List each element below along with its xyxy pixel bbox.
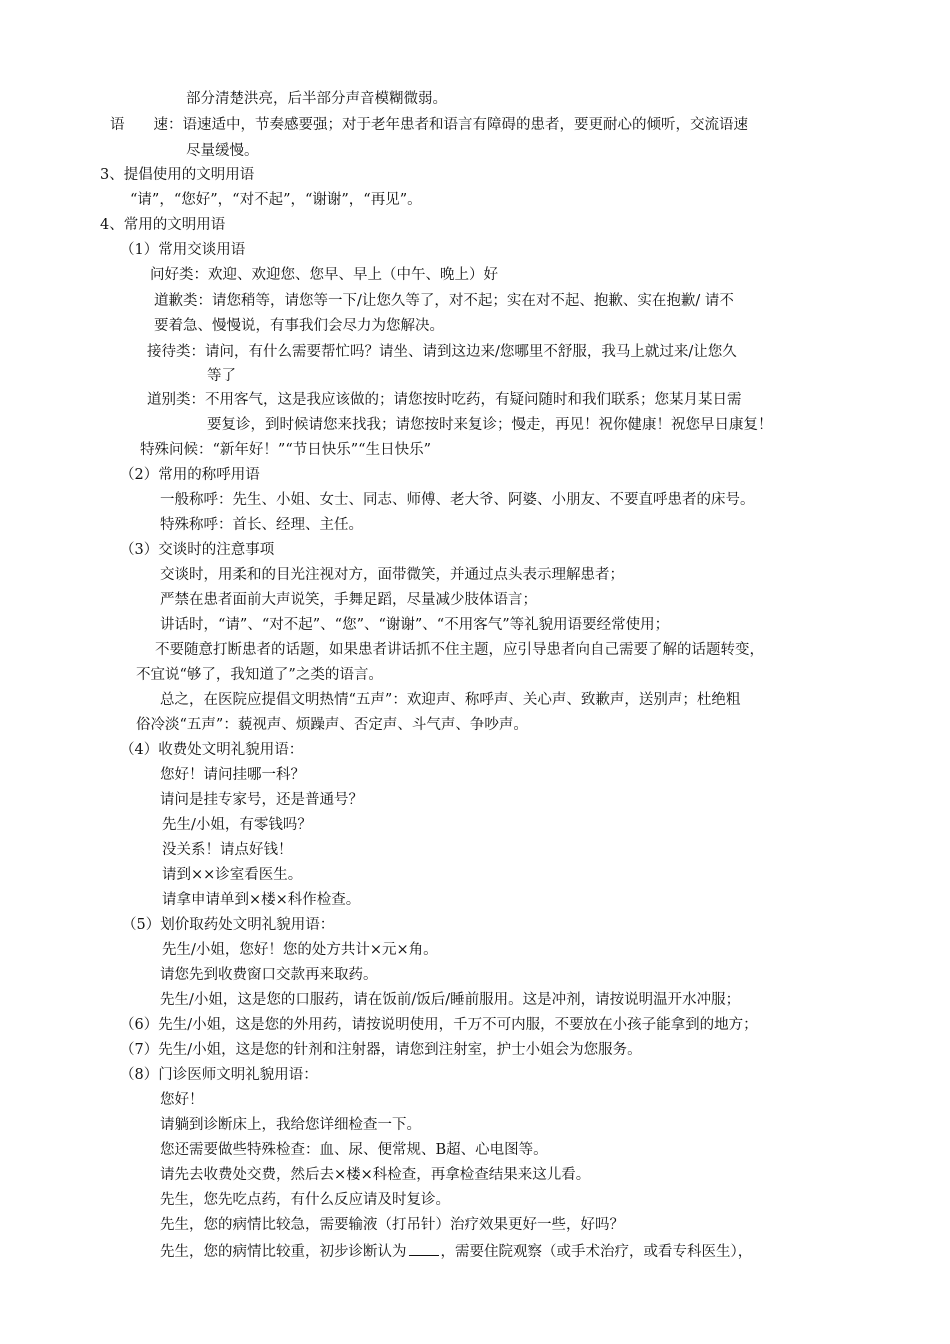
text-line: 请问是挂专家号，还是普通号？ — [160, 792, 363, 808]
text-line: 请您先到收费窗口交款再来取药。 — [160, 967, 378, 983]
text-segment: ，需要住院观察（或手术治疗，或看专科医生）， — [440, 1244, 753, 1260]
text-line: 请到××诊室看医生。 — [162, 867, 303, 883]
text-line: 接待类：请问，有什么需要帮忙吗？请坐、请到这边来/您哪里不舒服，我马上就过来/让您久 — [147, 344, 737, 360]
text-line: 特殊问候：“新年好！”“节日快乐”“生日快乐” — [140, 442, 431, 458]
text-line: 先生，您的病情比较急，需要输液（打吊针）治疗效果更好一些，好吗？ — [160, 1217, 624, 1233]
subsection-heading: （5）划价取药处文明礼貌用语： — [122, 917, 335, 933]
text-line: （6）先生/小姐，这是您的外用药，请按说明使用，千万不可内服，不要放在小孩子能拿到的地方； — [120, 1017, 758, 1033]
text-line: 没关系！请点好钱！ — [162, 842, 293, 858]
text-line: 先生/小姐，您好！您的处方共计×元×角。 — [162, 942, 438, 958]
text-line: 俗冷淡“五声”：藐视声、烦躁声、否定声、斗气声、争吵声。 — [136, 717, 528, 733]
text-line: 请拿申请单到×楼×科作检查。 — [162, 892, 361, 908]
text-line: 先生/小姐，这是您的口服药，请在饭前/饭后/睡前服用。这是冲剂，请按说明温开水冲服； — [160, 992, 741, 1008]
subsection-heading: （1）常用交谈用语 — [120, 242, 246, 258]
text-line: 总之，在医院应提倡文明热情“五声”：欢迎声、称呼声、关心声、致歉声，送别声；杜绝粗 — [160, 692, 741, 708]
text-line: 尽量缓慢。 — [186, 143, 259, 159]
subsection-heading: （4）收费处文明礼貌用语： — [120, 742, 304, 758]
text-line: 部分清楚洪亮，后半部分声音模糊微弱。 — [186, 91, 447, 107]
text-line: 不宜说“够了，我知道了”之类的语言。 — [136, 667, 383, 683]
text-line: 先生/小姐，有零钱吗？ — [162, 817, 312, 833]
text-line — [160, 1241, 752, 1261]
text-line: 先生，您先吃点药，有什么反应请及时复诊。 — [160, 1192, 450, 1208]
text-line: 道别类：不用客气，这是我应该做的；请您按时吃药，有疑问随时和我们联系；您某月某日需 — [147, 392, 742, 408]
text-line: 道歉类：请您稍等，请您等一下/让您久等了，对不起；实在对不起、抱歉、实在抱歉/ 请不 — [154, 293, 734, 309]
text-line: 特殊称呼：首长、经理、主任。 — [160, 517, 363, 533]
text-line: 问好类：欢迎、欢迎您、您早、早上（中午、晚上）好 — [150, 267, 498, 283]
text-segment: 先生，您的病情比较重，初步诊断认为 — [160, 1244, 407, 1260]
text-line: 讲话时，“请”、“对不起”、“您”、“谢谢”、“不用客气”等礼貌用语要经常使用； — [160, 617, 670, 633]
text-line: （7）先生/小姐，这是您的针剂和注射器，请您到注射室，护士小姐会为您服务。 — [120, 1042, 642, 1058]
text-line: 您好！请问挂哪一科？ — [160, 767, 305, 783]
section-heading: 4、常用的文明用语 — [100, 217, 226, 233]
text-line: 您还需要做些特殊检查：血、尿、便常规、B超、心电图等。 — [160, 1142, 548, 1158]
text-line: 不要随意打断患者的话题，如果患者讲话抓不住主题，应引导患者向自己需要了解的话题转变， — [155, 642, 764, 658]
text-line: 语 速：语速适中，节奏感要强；对于老年患者和语言有障碍的患者，要更耐心的倾听，交流语速 — [110, 117, 748, 133]
text-line: 严禁在患者面前大声说笑，手舞足蹈，尽量减少肢体语言； — [160, 592, 537, 608]
section-heading: 3、提倡使用的文明用语 — [100, 167, 255, 183]
text-line: 交谈时，用柔和的目光注视对方，面带微笑，并通过点头表示理解患者； — [160, 567, 624, 583]
text-line: 要复诊，到时候请您来找我；请您按时来复诊；慢走，再见！祝你健康！祝您早日康复！ — [207, 417, 773, 433]
text-line: “请”，“您好”，“对不起”，“谢谢”，“再见”。 — [130, 192, 422, 208]
text-line: 一般称呼：先生、小姐、女士、同志、师傅、老大爷、阿婆、小朋友、不要直呼患者的床号。 — [160, 492, 755, 508]
subsection-heading: （8）门诊医师文明礼貌用语： — [120, 1067, 318, 1083]
subsection-heading: （2）常用的称呼用语 — [120, 467, 260, 483]
fill-in-blank — [409, 1241, 439, 1256]
text-line: 要着急、慢慢说，有事我们会尽力为您解决。 — [154, 318, 444, 334]
text-line: 等了 — [207, 368, 236, 384]
text-line: 请先去收费处交费，然后去×楼×科检查，再拿检查结果来这儿看。 — [160, 1167, 591, 1183]
subsection-heading: （3）交谈时的注意事项 — [120, 542, 275, 558]
text-line: 您好！ — [160, 1092, 204, 1108]
text-line: 请躺到诊断床上，我给您详细检查一下。 — [160, 1117, 421, 1133]
